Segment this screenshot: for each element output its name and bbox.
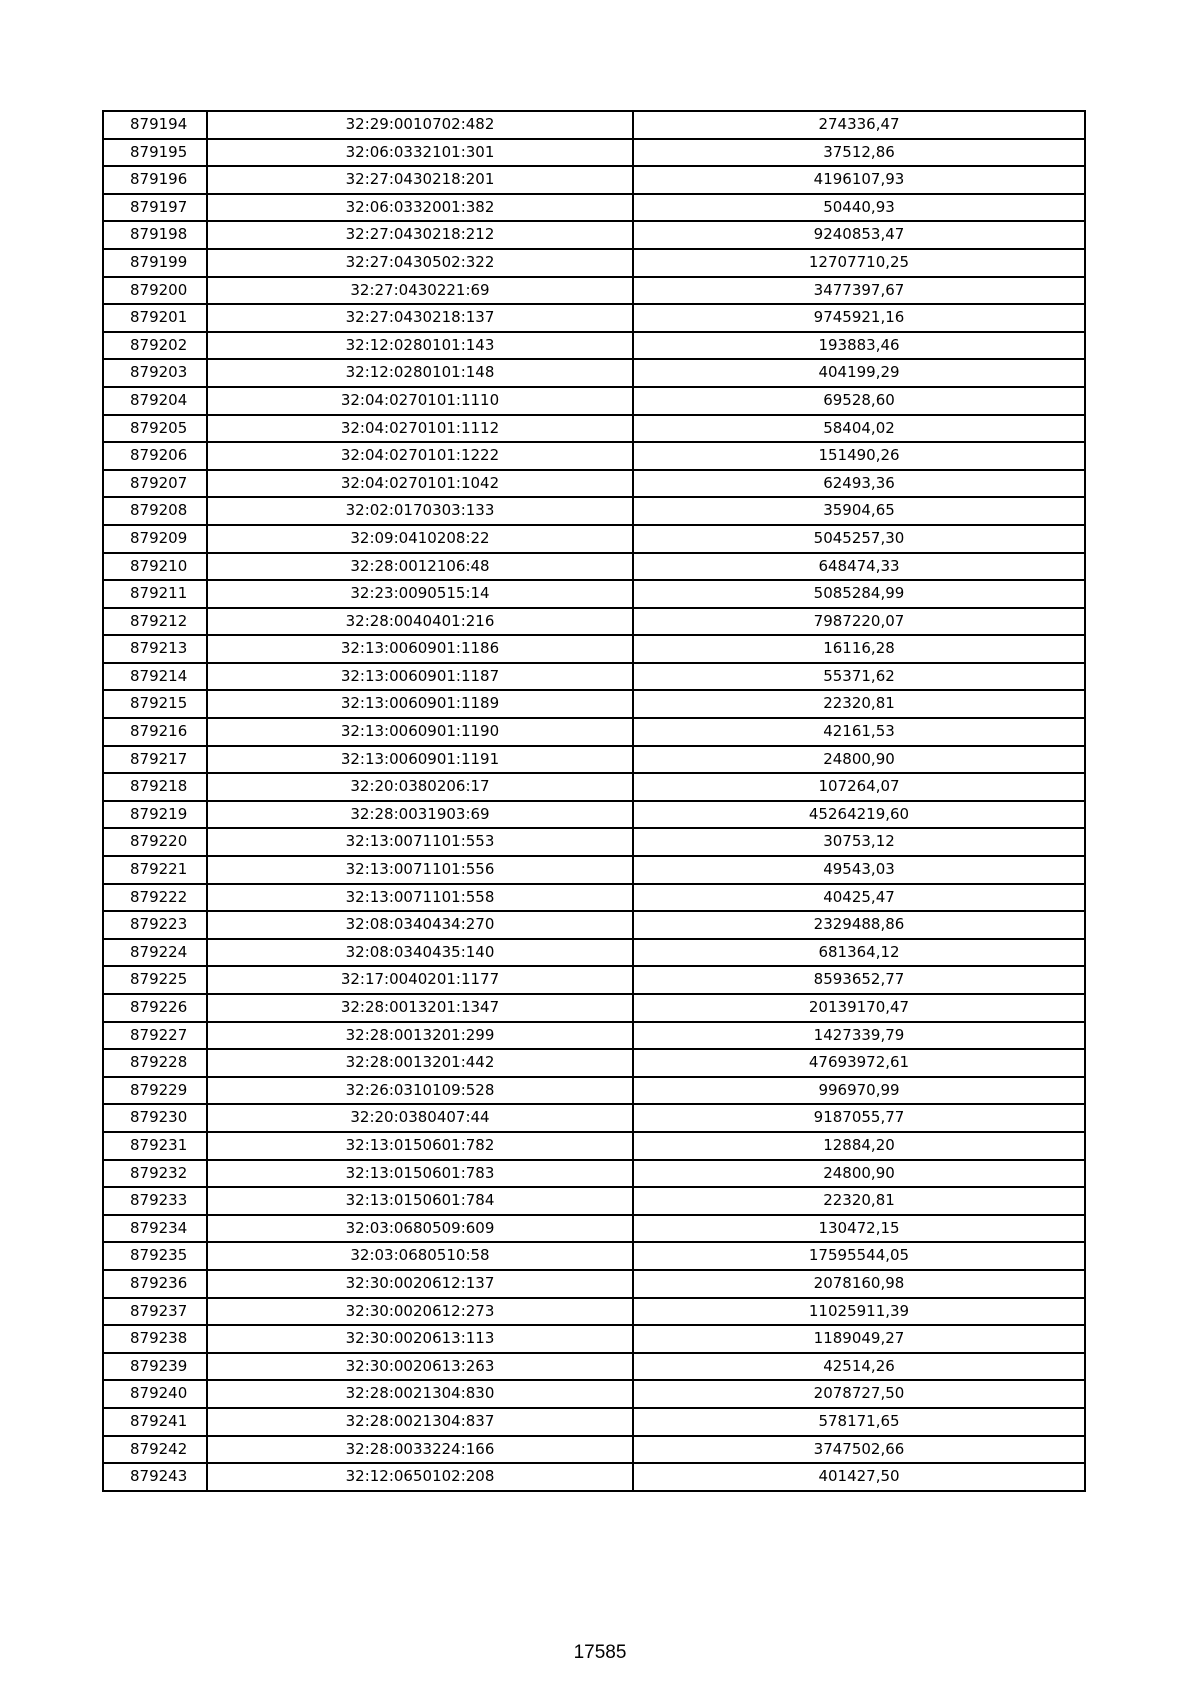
row-id-cell: 879209 <box>103 525 207 553</box>
row-id-cell: 879228 <box>103 1049 207 1077</box>
value-cell: 7987220,07 <box>633 608 1085 636</box>
table-row <box>103 387 1085 415</box>
value-cell: 578171,65 <box>633 1408 1085 1436</box>
table-row <box>103 1187 1085 1215</box>
row-id-cell: 879242 <box>103 1436 207 1464</box>
cadastral-number-cell: 32:13:0071101:556 <box>207 856 633 884</box>
row-id-cell: 879234 <box>103 1215 207 1243</box>
table-row <box>103 359 1085 387</box>
table-row <box>103 856 1085 884</box>
row-id-cell: 879213 <box>103 635 207 663</box>
table-row <box>103 746 1085 774</box>
table-row <box>103 663 1085 691</box>
cadastral-number-cell: 32:12:0280101:148 <box>207 359 633 387</box>
cadastral-number-cell: 32:30:0020612:137 <box>207 1270 633 1298</box>
cadastral-number-cell: 32:28:0040401:216 <box>207 608 633 636</box>
value-cell: 274336,47 <box>633 111 1085 139</box>
value-cell: 5045257,30 <box>633 525 1085 553</box>
table-row <box>103 1022 1085 1050</box>
table-row <box>103 442 1085 470</box>
value-cell: 16116,28 <box>633 635 1085 663</box>
table-row <box>103 332 1085 360</box>
value-cell: 1189049,27 <box>633 1325 1085 1353</box>
cadastral-number-cell: 32:08:0340434:270 <box>207 911 633 939</box>
row-id-cell: 879208 <box>103 497 207 525</box>
row-id-cell: 879243 <box>103 1463 207 1491</box>
table-row <box>103 1132 1085 1160</box>
value-cell: 2329488,86 <box>633 911 1085 939</box>
value-cell: 12884,20 <box>633 1132 1085 1160</box>
value-cell: 5085284,99 <box>633 580 1085 608</box>
cadastral-number-cell: 32:09:0410208:22 <box>207 525 633 553</box>
value-cell: 20139170,47 <box>633 994 1085 1022</box>
table-row <box>103 553 1085 581</box>
cadastral-number-cell: 32:13:0071101:558 <box>207 884 633 912</box>
table-row <box>103 304 1085 332</box>
value-cell: 22320,81 <box>633 1187 1085 1215</box>
cadastral-number-cell: 32:23:0090515:14 <box>207 580 633 608</box>
cadastral-number-cell: 32:28:0021304:830 <box>207 1380 633 1408</box>
cadastral-number-cell: 32:13:0071101:553 <box>207 828 633 856</box>
value-cell: 62493,36 <box>633 470 1085 498</box>
value-cell: 58404,02 <box>633 415 1085 443</box>
cadastral-number-cell: 32:06:0332101:301 <box>207 139 633 167</box>
table-row <box>103 525 1085 553</box>
cadastral-number-cell: 32:13:0060901:1190 <box>207 718 633 746</box>
row-id-cell: 879230 <box>103 1104 207 1132</box>
cadastral-number-cell: 32:06:0332001:382 <box>207 194 633 222</box>
row-id-cell: 879236 <box>103 1270 207 1298</box>
value-cell: 17595544,05 <box>633 1242 1085 1270</box>
table-row <box>103 911 1085 939</box>
row-id-cell: 879240 <box>103 1380 207 1408</box>
cadastral-number-cell: 32:20:0380407:44 <box>207 1104 633 1132</box>
row-id-cell: 879241 <box>103 1408 207 1436</box>
table-row <box>103 1104 1085 1132</box>
value-cell: 996970,99 <box>633 1077 1085 1105</box>
row-id-cell: 879198 <box>103 221 207 249</box>
row-id-cell: 879229 <box>103 1077 207 1105</box>
table-body <box>103 111 1085 1491</box>
value-cell: 3747502,66 <box>633 1436 1085 1464</box>
cadastral-number-cell: 32:30:0020613:113 <box>207 1325 633 1353</box>
row-id-cell: 879200 <box>103 277 207 305</box>
row-id-cell: 879225 <box>103 966 207 994</box>
cadastral-number-cell: 32:27:0430218:201 <box>207 166 633 194</box>
row-id-cell: 879222 <box>103 884 207 912</box>
row-id-cell: 879223 <box>103 911 207 939</box>
table-row <box>103 828 1085 856</box>
cadastral-number-cell: 32:13:0060901:1186 <box>207 635 633 663</box>
cadastral-number-cell: 32:13:0150601:784 <box>207 1187 633 1215</box>
row-id-cell: 879235 <box>103 1242 207 1270</box>
cadastral-value-table <box>102 110 1086 1492</box>
value-cell: 30753,12 <box>633 828 1085 856</box>
row-id-cell: 879211 <box>103 580 207 608</box>
table-row <box>103 773 1085 801</box>
cadastral-number-cell: 32:08:0340435:140 <box>207 939 633 967</box>
value-cell: 9240853,47 <box>633 221 1085 249</box>
value-cell: 151490,26 <box>633 442 1085 470</box>
cadastral-number-cell: 32:28:0013201:1347 <box>207 994 633 1022</box>
value-cell: 4196107,93 <box>633 166 1085 194</box>
table-row <box>103 994 1085 1022</box>
cadastral-number-cell: 32:28:0013201:299 <box>207 1022 633 1050</box>
row-id-cell: 879219 <box>103 801 207 829</box>
cadastral-number-cell: 32:04:0270101:1222 <box>207 442 633 470</box>
cadastral-number-cell: 32:20:0380206:17 <box>207 773 633 801</box>
row-id-cell: 879238 <box>103 1325 207 1353</box>
cadastral-number-cell: 32:30:0020613:263 <box>207 1353 633 1381</box>
cadastral-number-cell: 32:12:0280101:143 <box>207 332 633 360</box>
value-cell: 69528,60 <box>633 387 1085 415</box>
value-cell: 8593652,77 <box>633 966 1085 994</box>
table-row <box>103 718 1085 746</box>
value-cell: 35904,65 <box>633 497 1085 525</box>
table-row <box>103 1408 1085 1436</box>
table-row <box>103 884 1085 912</box>
value-cell: 9187055,77 <box>633 1104 1085 1132</box>
row-id-cell: 879232 <box>103 1160 207 1188</box>
value-cell: 130472,15 <box>633 1215 1085 1243</box>
table-row <box>103 1353 1085 1381</box>
cadastral-number-cell: 32:27:0430218:212 <box>207 221 633 249</box>
table-row <box>103 497 1085 525</box>
value-cell: 22320,81 <box>633 690 1085 718</box>
row-id-cell: 879221 <box>103 856 207 884</box>
row-id-cell: 879217 <box>103 746 207 774</box>
cadastral-number-cell: 32:13:0060901:1189 <box>207 690 633 718</box>
table-row <box>103 470 1085 498</box>
value-cell: 9745921,16 <box>633 304 1085 332</box>
value-cell: 193883,46 <box>633 332 1085 360</box>
row-id-cell: 879212 <box>103 608 207 636</box>
cadastral-number-cell: 32:13:0060901:1187 <box>207 663 633 691</box>
cadastral-number-cell: 32:02:0170303:133 <box>207 497 633 525</box>
value-cell: 12707710,25 <box>633 249 1085 277</box>
table-row <box>103 1436 1085 1464</box>
table-row <box>103 966 1085 994</box>
row-id-cell: 879205 <box>103 415 207 443</box>
row-id-cell: 879206 <box>103 442 207 470</box>
row-id-cell: 879226 <box>103 994 207 1022</box>
cadastral-number-cell: 32:28:0021304:837 <box>207 1408 633 1436</box>
row-id-cell: 879218 <box>103 773 207 801</box>
row-id-cell: 879215 <box>103 690 207 718</box>
value-cell: 40425,47 <box>633 884 1085 912</box>
table-row <box>103 221 1085 249</box>
value-cell: 404199,29 <box>633 359 1085 387</box>
table-row <box>103 801 1085 829</box>
row-id-cell: 879237 <box>103 1298 207 1326</box>
cadastral-number-cell: 32:28:0033224:166 <box>207 1436 633 1464</box>
row-id-cell: 879239 <box>103 1353 207 1381</box>
value-cell: 11025911,39 <box>633 1298 1085 1326</box>
value-cell: 681364,12 <box>633 939 1085 967</box>
cadastral-number-cell: 32:03:0680510:58 <box>207 1242 633 1270</box>
table-row <box>103 277 1085 305</box>
table-row <box>103 1242 1085 1270</box>
table-row <box>103 635 1085 663</box>
value-cell: 42161,53 <box>633 718 1085 746</box>
value-cell: 2078727,50 <box>633 1380 1085 1408</box>
table-row <box>103 1270 1085 1298</box>
value-cell: 55371,62 <box>633 663 1085 691</box>
table-row <box>103 580 1085 608</box>
value-cell: 24800,90 <box>633 1160 1085 1188</box>
row-id-cell: 879201 <box>103 304 207 332</box>
cadastral-number-cell: 32:28:0013201:442 <box>207 1049 633 1077</box>
value-cell: 2078160,98 <box>633 1270 1085 1298</box>
value-cell: 107264,07 <box>633 773 1085 801</box>
cadastral-number-cell: 32:17:0040201:1177 <box>207 966 633 994</box>
cadastral-number-cell: 32:27:0430218:137 <box>207 304 633 332</box>
cadastral-number-cell: 32:04:0270101:1042 <box>207 470 633 498</box>
row-id-cell: 879203 <box>103 359 207 387</box>
row-id-cell: 879199 <box>103 249 207 277</box>
cadastral-number-cell: 32:26:0310109:528 <box>207 1077 633 1105</box>
row-id-cell: 879197 <box>103 194 207 222</box>
row-id-cell: 879231 <box>103 1132 207 1160</box>
table-row <box>103 139 1085 167</box>
row-id-cell: 879216 <box>103 718 207 746</box>
value-cell: 37512,86 <box>633 139 1085 167</box>
table-row <box>103 1215 1085 1243</box>
row-id-cell: 879195 <box>103 139 207 167</box>
page-number: 17585 <box>573 1642 627 1663</box>
row-id-cell: 879194 <box>103 111 207 139</box>
cadastral-number-cell: 32:13:0150601:783 <box>207 1160 633 1188</box>
cadastral-number-cell: 32:28:0012106:48 <box>207 553 633 581</box>
row-id-cell: 879220 <box>103 828 207 856</box>
row-id-cell: 879204 <box>103 387 207 415</box>
table-row <box>103 1325 1085 1353</box>
row-id-cell: 879224 <box>103 939 207 967</box>
value-cell: 49543,03 <box>633 856 1085 884</box>
table-row <box>103 608 1085 636</box>
value-cell: 50440,93 <box>633 194 1085 222</box>
cadastral-number-cell: 32:30:0020612:273 <box>207 1298 633 1326</box>
cadastral-number-cell: 32:27:0430502:322 <box>207 249 633 277</box>
row-id-cell: 879207 <box>103 470 207 498</box>
cadastral-number-cell: 32:12:0650102:208 <box>207 1463 633 1491</box>
cadastral-number-cell: 32:04:0270101:1112 <box>207 415 633 443</box>
row-id-cell: 879202 <box>103 332 207 360</box>
table-row <box>103 166 1085 194</box>
cadastral-number-cell: 32:13:0150601:782 <box>207 1132 633 1160</box>
row-id-cell: 879227 <box>103 1022 207 1050</box>
value-cell: 45264219,60 <box>633 801 1085 829</box>
table-row <box>103 1298 1085 1326</box>
table-row <box>103 1463 1085 1491</box>
value-cell: 1427339,79 <box>633 1022 1085 1050</box>
table-row <box>103 415 1085 443</box>
table-row <box>103 194 1085 222</box>
table-row <box>103 939 1085 967</box>
table-row <box>103 690 1085 718</box>
row-id-cell: 879214 <box>103 663 207 691</box>
row-id-cell: 879196 <box>103 166 207 194</box>
table-row <box>103 1380 1085 1408</box>
value-cell: 401427,50 <box>633 1463 1085 1491</box>
value-cell: 3477397,67 <box>633 277 1085 305</box>
value-cell: 42514,26 <box>633 1353 1085 1381</box>
value-cell: 648474,33 <box>633 553 1085 581</box>
value-cell: 24800,90 <box>633 746 1085 774</box>
cadastral-number-cell: 32:27:0430221:69 <box>207 277 633 305</box>
cadastral-number-cell: 32:29:0010702:482 <box>207 111 633 139</box>
table-row <box>103 1049 1085 1077</box>
value-cell: 47693972,61 <box>633 1049 1085 1077</box>
table-row <box>103 1160 1085 1188</box>
cadastral-number-cell: 32:28:0031903:69 <box>207 801 633 829</box>
table-row <box>103 1077 1085 1105</box>
cadastral-number-cell: 32:03:0680509:609 <box>207 1215 633 1243</box>
row-id-cell: 879233 <box>103 1187 207 1215</box>
row-id-cell: 879210 <box>103 553 207 581</box>
table-row <box>103 111 1085 139</box>
table-row <box>103 249 1085 277</box>
cadastral-number-cell: 32:13:0060901:1191 <box>207 746 633 774</box>
cadastral-number-cell: 32:04:0270101:1110 <box>207 387 633 415</box>
